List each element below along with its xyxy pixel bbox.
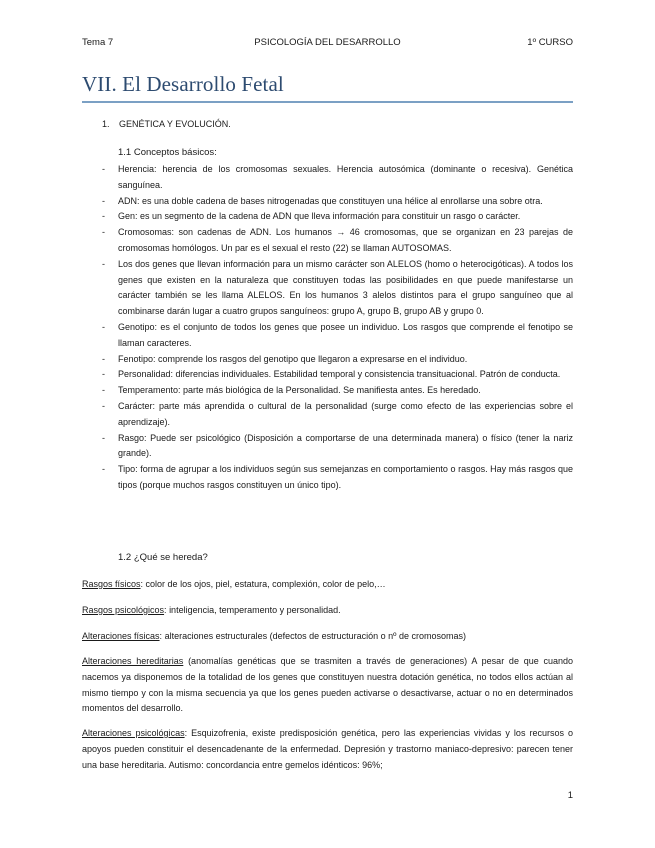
bullet-dash: -	[102, 227, 105, 238]
concept-list	[102, 162, 573, 494]
list-item: - Los dos genes que llevan información para un mismo carácter son ALELOS (homo o heterocigóticas). A todos los genes que existen en la naturaleza que constituyen todas las posibilidades en que puede manifestarse un carácter también se les llama ALELOS. En los humanos 3 alelos distintos para el grupo sanguíneo que al combinarse darán lugar a cuatro grupos sanguíneos: grupo A, grupo B, grupo AB y grupo 0.	[102, 258, 573, 317]
subsection-heading-heredity: 1.2 ¿Qué se hereda?	[118, 552, 208, 563]
header-course: 1º CURSO	[527, 37, 573, 48]
term-label: Rasgos psicológicos	[82, 605, 165, 615]
term-label: Rasgos físicos	[82, 579, 141, 589]
bullet-dash: -	[102, 258, 105, 269]
list-item: - ADN: es una doble cadena de bases nitrogenadas que constituyen una hélice al enrollarse una sobre otra.	[102, 194, 573, 210]
list-item: - Genotipo: es el conjunto de todos los genes que posee un individuo. Los rasgos que comprende el fenotipo se llaman caracteres.	[102, 321, 573, 348]
section-heading	[102, 119, 231, 129]
paragraph-physical-alterations: Alteraciones físicas: alteraciones estructurales (defectos de estructuración o nº de cromosomas)	[82, 631, 466, 641]
bullet-dash: -	[102, 464, 105, 475]
bullet-dash: -	[102, 195, 105, 206]
section-label: GENÉTICA Y EVOLUCIÓN.	[119, 119, 231, 129]
bullet-dash: -	[102, 353, 105, 364]
bullet-dash: -	[102, 385, 105, 396]
page-header	[82, 37, 573, 51]
header-subject: PSICOLOGÍA DEL DESARROLLO	[254, 37, 401, 48]
list-item: - Fenotipo: comprende los rasgos del genotipo que llegaron a expresarse en el individuo.	[102, 352, 573, 368]
paragraph-psychological-traits: Rasgos psicológicos: inteligencia, temperamento y personalidad.	[82, 605, 341, 615]
title-underline	[82, 101, 573, 103]
list-item: - Herencia: herencia de los cromosomas sexuales. Herencia autosómica (dominante o recesiva). Genética sanguínea.	[102, 164, 573, 190]
paragraph-hereditary-alterations: Alteraciones hereditarias (anomalías genéticas que se trasmiten a través de generaciones) A pesar de que cuando nacemos ya disponemos de la totalidad de los genes que constituyen nuestra dotación genética, no todos ellos actúan al mismo tiempo y con la misma secuencia ya que los genes pueden activarse o desactivarse, actuar o no en determinados momentos del desarrollo.	[82, 656, 573, 714]
bullet-dash: -	[102, 164, 105, 174]
list-item: - Gen: es un segmento de la cadena de ADN que lleva información para constituir un rasgo o carácter.	[102, 209, 573, 225]
page-number: 1	[567, 790, 573, 801]
bullet-dash: -	[102, 432, 105, 443]
list-item: - Carácter: parte más aprendida o cultural de la personalidad (surge como efecto de las experiencias sobre el aprendizaje).	[102, 400, 573, 427]
term-label: Alteraciones psicológicas	[82, 728, 185, 738]
paragraph-physical-traits: Rasgos físicos: color de los ojos, piel, estatura, complexión, color de pelo,…	[82, 579, 386, 589]
header-topic: Tema 7	[82, 37, 114, 48]
list-item: - Temperamento: parte más biológica de la Personalidad. Se manifiesta antes. Es heredado.	[102, 383, 573, 399]
list-item: - Personalidad: diferencias individuales. Estabilidad temporal y consistencia transituacional. Patrón de conducta.	[102, 367, 573, 383]
page-title: VII. El Desarrollo Fetal	[82, 72, 284, 96]
list-item: - Cromosomas: son cadenas de ADN. Los humanos → 46 cromosomas, que se organizan en 23 parejas de cromosomas homólogos. Un par es el sexual el resto (22) se llaman AUTOSOMAS.	[102, 227, 573, 253]
list-item: - Tipo: forma de agrupar a los individuos según sus semejanzas en comportamiento o rasgos. Hay más rasgos que tipos (porque muchos rasgos constituyen un único tipo).	[102, 464, 573, 490]
bullet-dash: -	[102, 321, 105, 332]
section-number: 1.	[102, 119, 110, 129]
paragraph-psychological-alterations: Alteraciones psicológicas: Esquizofrenia, existe predisposición genética, pero las experiencias vividas y los recursos o apoyos pueden constituir el desencadenante de la enfermedad. Depresión y trastorno maniaco-depresivo: parecen tener una base hereditaria. Autismo: concordancia entre gemelos idénticos: 96%;	[82, 728, 573, 770]
term-label: Alteraciones hereditarias	[82, 656, 184, 666]
subsection-heading-basics: 1.1 Conceptos básicos:	[118, 147, 217, 158]
bullet-dash: -	[102, 369, 105, 380]
list-item: - Rasgo: Puede ser psicológico (Disposición a comportarse de una determinada manera) o físico (tener la nariz grande).	[102, 432, 573, 459]
bullet-dash: -	[102, 400, 105, 411]
bullet-dash: -	[102, 211, 105, 222]
term-label: Alteraciones físicas	[82, 631, 160, 641]
